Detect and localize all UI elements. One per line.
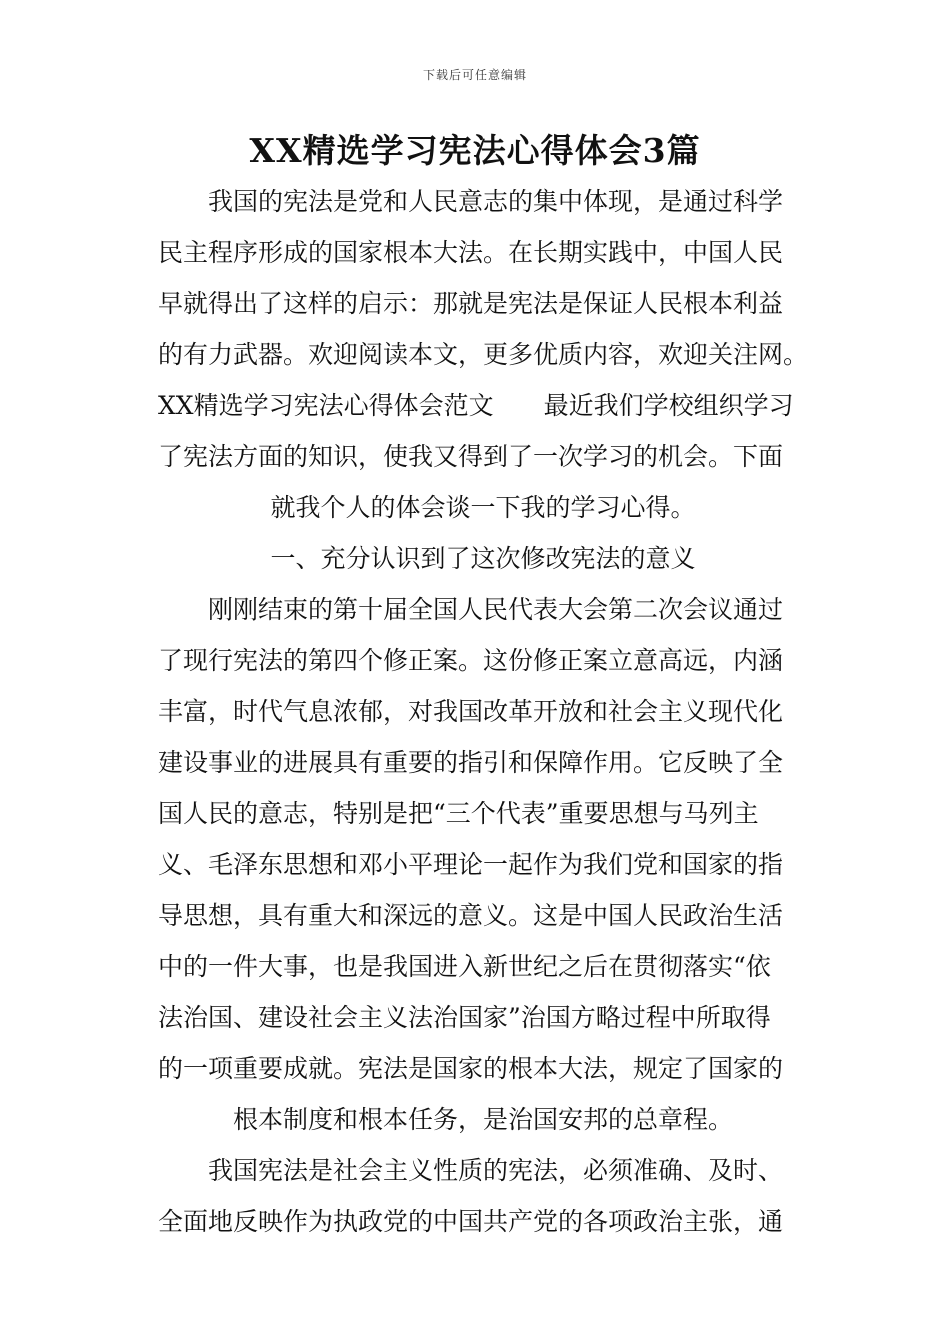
text-line: 丰富，时代气息浓郁，对我国改革开放和社会主义现代化	[158, 697, 784, 726]
text-line: 了现行宪法的第四个修正案。这份修正案立意高远，内涵	[158, 646, 784, 675]
text-line: 就我个人的体会谈一下我的学习心得。	[270, 493, 696, 522]
text-line: 国人民的意志，特别是把“三个代表”重要思想与马列主	[158, 799, 759, 828]
text-line: 我国的宪法是党和人民意志的集中体现，是通过科学	[208, 187, 784, 216]
text-line: 了宪法方面的知识，使我又得到了一次学习的机会。下面	[158, 442, 784, 471]
section-heading: 一、充分认识到了这次修改宪法的意义	[270, 544, 696, 573]
text-line: 中的一件大事，也是我国进入新世纪之后在贯彻落实“依	[158, 952, 771, 981]
text-line: 义、毛泽东思想和邓小平理论一起作为我们党和国家的指	[158, 850, 784, 879]
text-line: 全面地反映作为执政党的中国共产党的各项政治主张，通	[158, 1207, 784, 1236]
header-note: 下载后可任意编辑	[422, 68, 527, 82]
text-line: 刚刚结束的第十届全国人民代表大会第二次会议通过	[208, 595, 784, 624]
section-heading-sample: XX精选学习宪法心得体会范文	[158, 391, 494, 420]
document-body	[158, 176, 808, 1247]
text-line	[158, 380, 808, 431]
text-segment: 最近我们学校组织学习	[543, 391, 794, 420]
text-line: 根本制度和根本任务，是治国安邦的总章程。	[232, 1105, 733, 1134]
text-line: 民主程序形成的国家根本大法。在长期实践中，中国人民	[158, 238, 784, 267]
text-line: 建设事业的进展具有重要的指引和保障作用。它反映了全	[158, 748, 784, 777]
document-title: XX精选学习宪法心得体会3篇	[249, 131, 701, 170]
text-line: 的一项重要成就。宪法是国家的根本大法，规定了国家的	[158, 1054, 784, 1083]
text-line: 我国宪法是社会主义性质的宪法，必须准确、及时、	[208, 1156, 784, 1185]
text-line: 的有力武器。欢迎阅读本文，更多优质内容，欢迎关注网。	[158, 340, 809, 369]
text-line: 法治国、建设社会主义法治国家”治国方略过程中所取得	[158, 1003, 771, 1032]
text-line: 早就得出了这样的启示：那就是宪法是保证人民根本利益	[158, 289, 784, 318]
text-line: 导思想，具有重大和深远的意义。这是中国人民政治生活	[158, 901, 784, 930]
